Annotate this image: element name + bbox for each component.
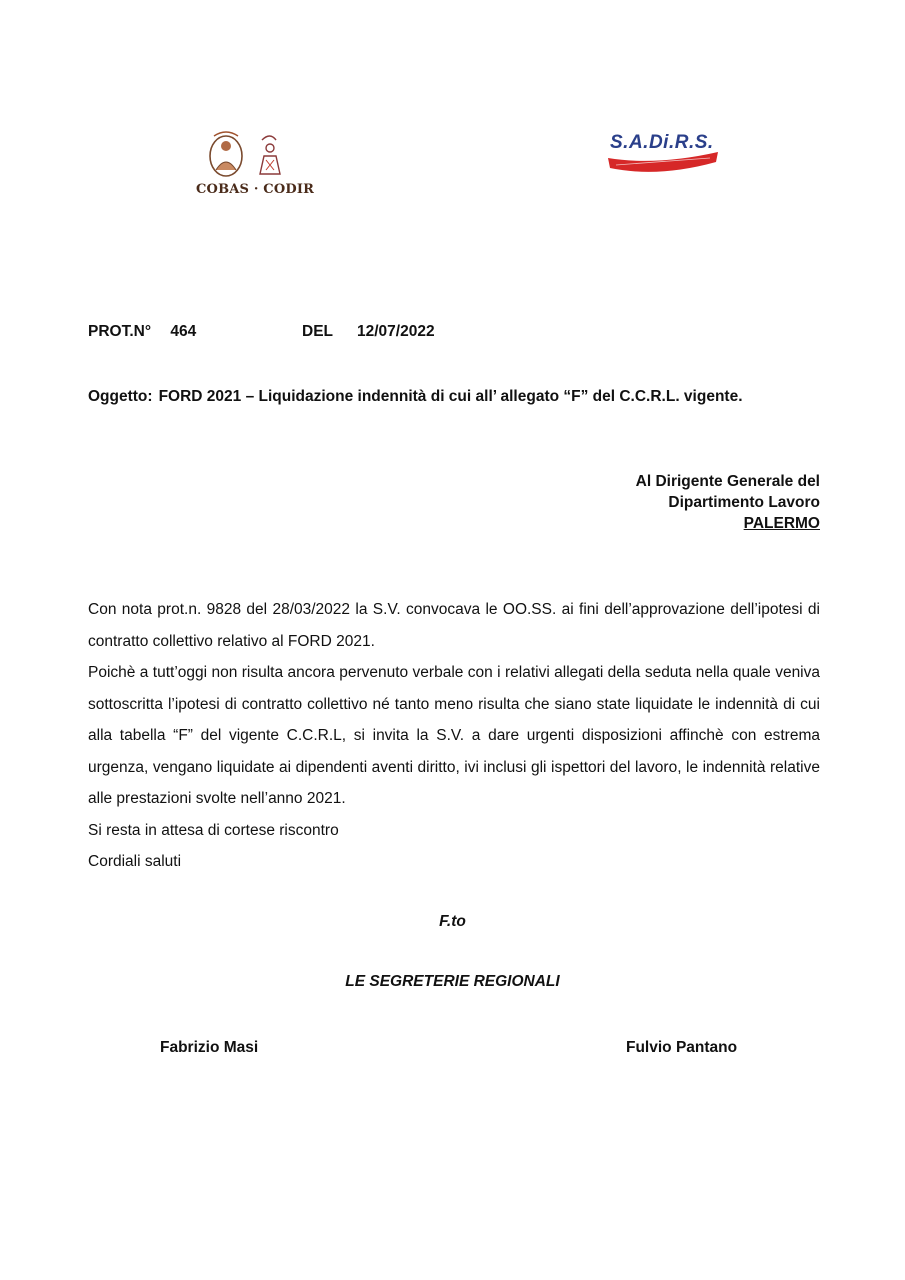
subject-text: FORD 2021 – Liquidazione indennità di cui all’ allegato “F” del C.C.R.L. vigente.	[158, 388, 743, 405]
body-paragraph-4: Cordiali saluti	[88, 853, 182, 870]
cobas-codir-logo	[196, 130, 315, 206]
protocol-line	[88, 323, 435, 341]
cobas-codir-emblem-icon	[196, 130, 308, 182]
signature-fto: F.to	[439, 913, 466, 930]
body-paragraph-3: Si resta in attesa di cortese riscontro	[88, 821, 339, 839]
date-label: DEL	[302, 323, 333, 340]
recipient-block	[636, 471, 820, 534]
signatory-right: Fulvio Pantano	[626, 1039, 738, 1056]
cobas-codir-logo-text: COBAS · CODIR	[196, 182, 315, 197]
protocol-label: PROT.N°	[88, 323, 152, 340]
subject-label: Oggetto:	[88, 388, 153, 405]
sadirs-swoosh-icon	[606, 128, 724, 186]
letter-body	[88, 594, 820, 878]
protocol-date: 12/07/2022	[357, 323, 435, 340]
recipient-city: PALERMO	[743, 515, 820, 532]
recipient-line-1: Al Dirigente Generale del	[635, 473, 820, 490]
sadirs-logo-text: S.A.Di.R.S.	[610, 132, 714, 153]
protocol-number: 464	[170, 323, 197, 340]
body-paragraph-2: Poichè a tutt’oggi non risulta ancora pervenuto verbale con i relativi allegati della seduta nella quale veniva sottoscritta l’ipotesi di contratto collettivo né tanto meno risulta che siano state liquidate le indennità di cui alla tabella “F” del vigente C.C.R.L, si invita la S.V. a dare urgenti disposizioni affinchè con estrema urgenza, vengano liquidate ai dipendenti aventi diritto, ivi inclusi gli ispettori del lavoro, le indennità relative alle prestazioni svolte nell’anno 2021.	[88, 664, 820, 807]
sadirs-logo	[606, 128, 724, 186]
signatory-left: Fabrizio Masi	[160, 1039, 259, 1056]
subject	[88, 386, 823, 407]
body-paragraph-1: Con nota prot.n. 9828 del 28/03/2022 la S.V. convocava le OO.SS. ai fini dell’approvazione dell’ipotesi di contratto collettivo relativo al FORD 2021.	[88, 601, 820, 650]
signature-title: LE SEGRETERIE REGIONALI	[345, 973, 560, 990]
recipient-line-2: Dipartimento Lavoro	[668, 494, 820, 511]
